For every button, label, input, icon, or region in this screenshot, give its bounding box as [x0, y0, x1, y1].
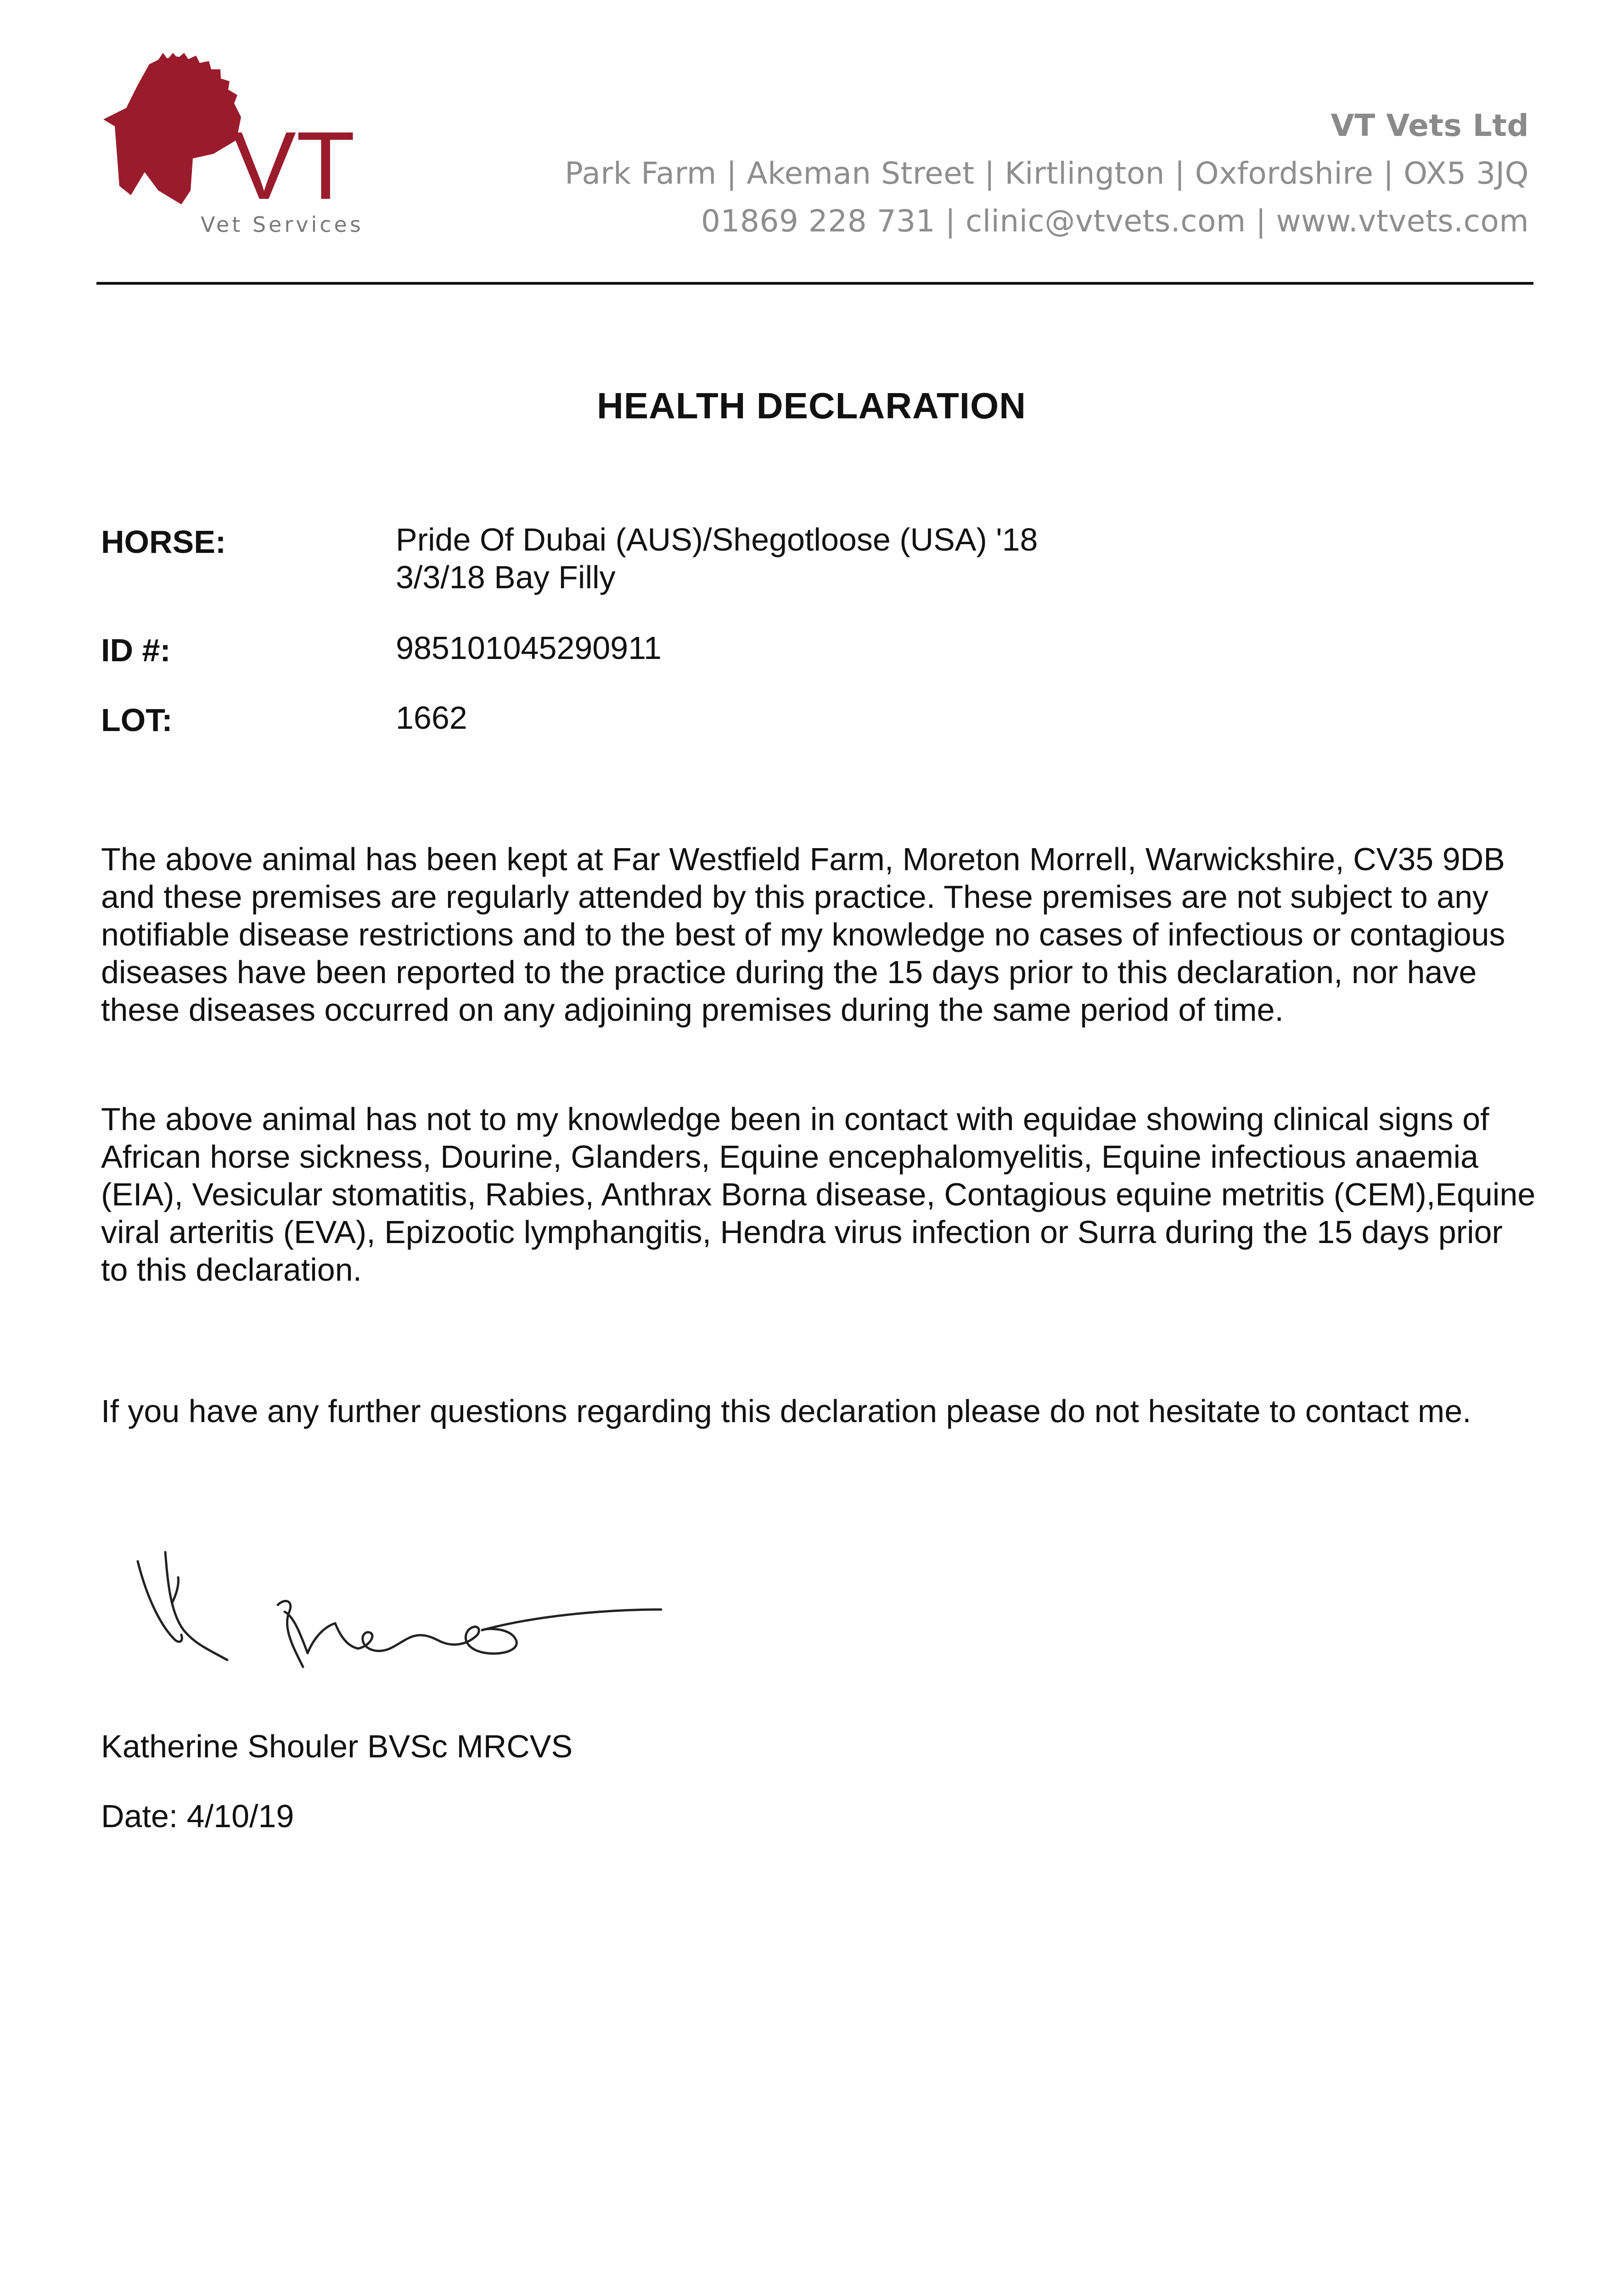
- id-value: 985101045290911: [396, 630, 662, 666]
- paragraph-closing: If you have any further questions regarding this declaration please do not hesitate to contact me.: [101, 1393, 1471, 1429]
- declaration-date: Date: 4/10/19: [101, 1798, 294, 1834]
- signature: [119, 1543, 670, 1699]
- logo-tagline: Vet Services: [201, 212, 360, 237]
- horse-head-logo-icon: [94, 53, 360, 246]
- paragraph-diseases: The above animal has not to my knowledge been in contact with equidae showing clinical signs of African horse sickness, Dourine, Glanders, Equine encephalomyelitis, Equine infectious anaemia (EIA), Vesicular stomatitis, Rabies, Anthrax Borna disease, Contagious equine metritis (CEM),Equine viral arteritis (EVA), Epizootic lymphangitis, Hendra virus infection or Surra during the 15 days prior to this declaration.: [101, 1101, 1536, 1288]
- paragraph-premises: The above animal has been kept at Far Westfield Farm, Moreton Morrell, Warwickshire, CV35 9DB and these premises are regularly attended by this practice. These premises are not subject to any notifiable disease restrictions and to the best of my knowledge no cases of infectious or contagious diseases have been reported to the practice during the 15 days prior to this declaration, nor have these diseases occurred on any adjoining premises during the same period of time.: [101, 841, 1505, 1028]
- header-divider: [96, 282, 1533, 285]
- company-logo: [94, 53, 360, 246]
- signatory-name: Katherine Shouler BVSc MRCVS: [101, 1728, 573, 1764]
- horse-name: Pride Of Dubai (AUS)/Shegotloose (USA) '18: [396, 522, 1038, 557]
- id-label: ID #:: [101, 632, 171, 668]
- lot-value: 1662: [396, 700, 467, 736]
- lot-label: LOT:: [101, 702, 173, 738]
- company-header: [565, 102, 1529, 245]
- logo-letters: VT: [232, 112, 355, 219]
- company-address: Park Farm | Akeman Street | Kirtlington | Oxfordshire | OX5 3JQ: [565, 156, 1529, 191]
- horse-details: 3/3/18 Bay Filly: [396, 559, 616, 595]
- document-title: HEALTH DECLARATION: [597, 385, 1026, 426]
- signature-image: [119, 1543, 670, 1699]
- company-contact: 01869 228 731 | clinic@vtvets.com | www.vtvets.com: [701, 203, 1529, 239]
- horse-value: [396, 521, 1038, 596]
- company-name: VT Vets Ltd: [1331, 108, 1529, 143]
- horse-label: HORSE:: [101, 524, 226, 560]
